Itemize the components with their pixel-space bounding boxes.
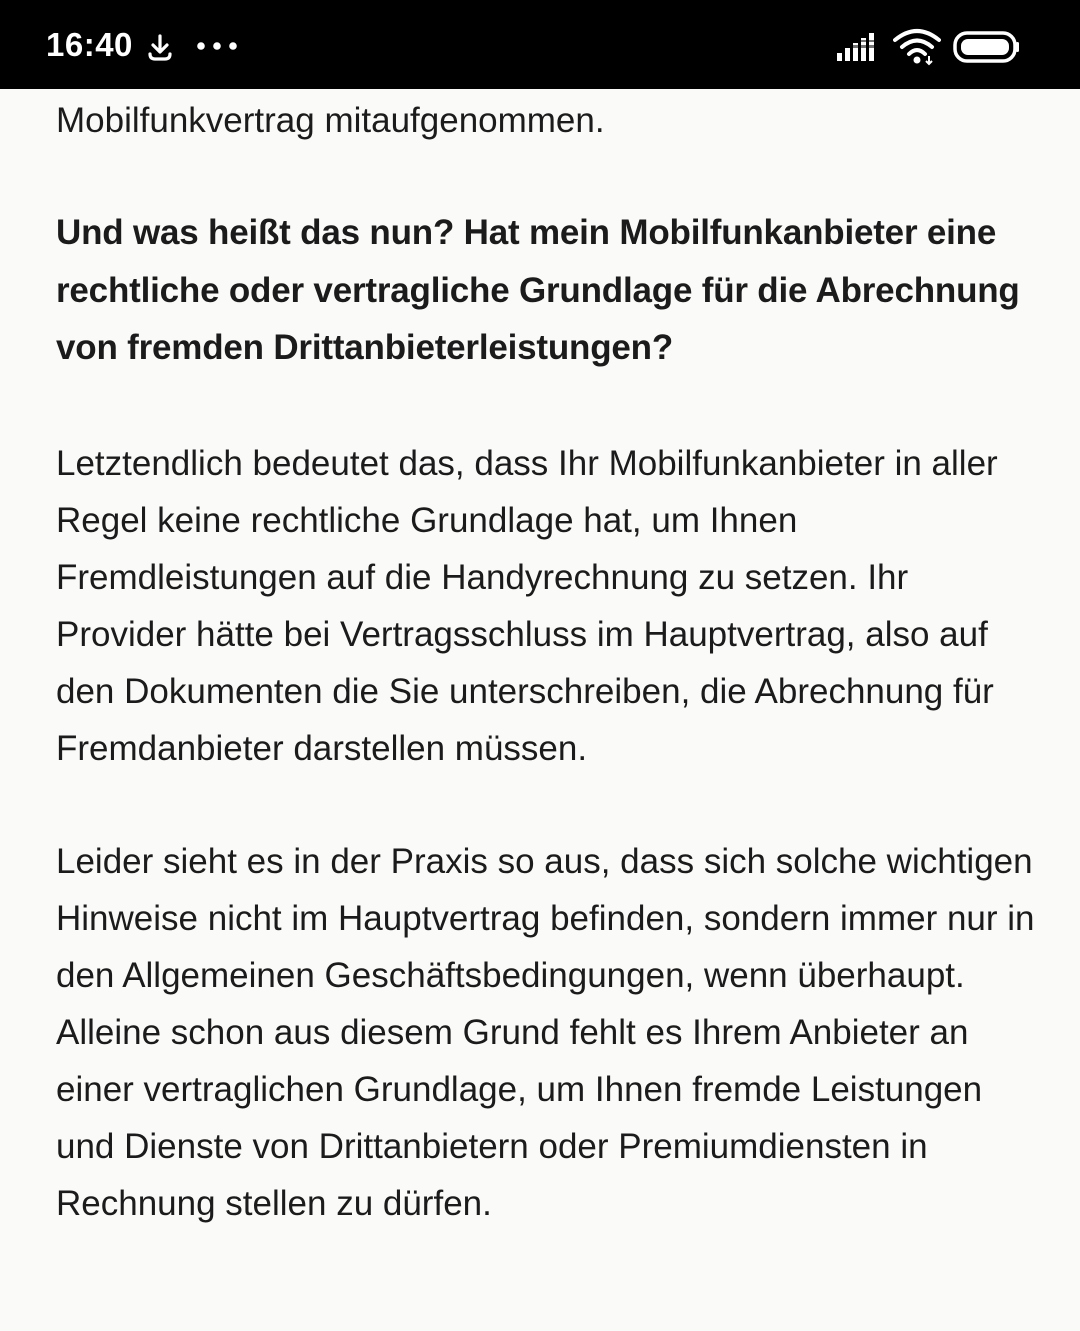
status-time: 16:40 xyxy=(46,26,133,63)
status-bar xyxy=(0,0,1080,89)
battery-icon xyxy=(953,31,1021,63)
wifi-icon xyxy=(893,28,941,66)
download-icon xyxy=(145,33,175,63)
article-paragraph-1: Letztendlich bedeutet das, dass Ihr Mobilfunkanbieter in aller Regel keine rechtliche Grundlage hat, um Ihnen Fremdleistungen auf die Handyrechnung zu setzen. Ihr Provider hätte bei Vertragsschluss im Hauptvertrag, also auf den Dokumenten die Sie unterschreiben, die Abrechnung für Fremdanbieter darstellen müssen. xyxy=(56,443,998,768)
more-icon[interactable] xyxy=(196,40,238,52)
signal-icon xyxy=(837,31,881,63)
article-heading: Und was heißt das nun? Hat mein Mobilfunkanbieter eine rechtliche oder vertragliche Grundlage für die Abrechnung von fremden Drittanbieterleistungen? xyxy=(56,213,1020,367)
article-paragraph-2: Leider sieht es in der Praxis so aus, dass sich solche wichtigen Hinweise nicht im Hauptvertrag befinden, sondern immer nur in den Allgemeinen Geschäftsbedingungen, wenn überhaupt. Alleine schon aus diesem Grund fehlt es Ihrem Anbieter an einer vertraglichen Grundlage, um Ihnen fremde Leistungen und Dienste von Drittanbietern oder Premiumdiensten in Rechnung stellen zu dürfen. xyxy=(56,841,1035,1223)
article-content xyxy=(56,89,1046,1232)
article-fragment: Mobilfunkvertrag mitaufgenommen. xyxy=(56,101,605,140)
